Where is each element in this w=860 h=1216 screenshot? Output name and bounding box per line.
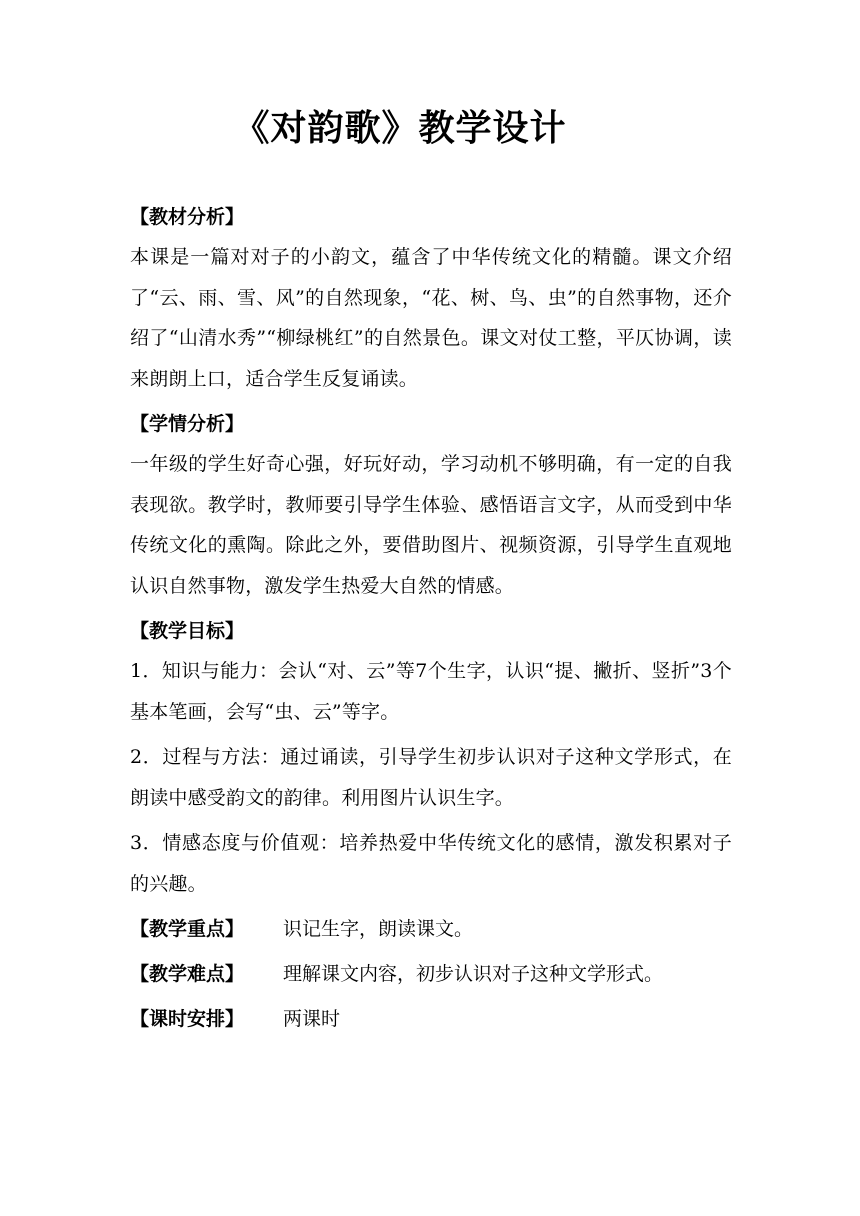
document-title: 《对韵歌》教学设计: [233, 107, 567, 149]
key-points-label: 【教学重点】: [130, 918, 245, 940]
students-paragraph: 一年级的学生好奇心强，好玩好动，学习动机不够明确，有一定的自我表现欲。教学时，教师要引导学生体验、感悟语言文字，从而受到中华传统文化的熏陶。除此之外，要借助图片、视频资源，引导学生直观地认识自然事物，激发学生热爱大自然的情感。: [130, 453, 732, 597]
schedule-value: 两课时: [283, 1008, 341, 1030]
students-heading: 【学情分析】: [130, 413, 245, 435]
document-body: [130, 197, 732, 1044]
goals-heading: 【教学目标】: [130, 620, 245, 642]
key-points-row: [130, 909, 732, 954]
key-points-value: 识记生字，朗读课文。: [283, 918, 474, 940]
difficulties-label: 【教学难点】: [130, 963, 245, 985]
goal-item-3: 3．情感态度与价值观：培养热爱中华传统文化的感情，激发积累对子的兴趣。: [130, 832, 732, 895]
goal-item-2: 2．过程与方法：通过诵读，引导学生初步认识对子这种文学形式，在朗读中感受韵文的韵律。利用图片认识生字。: [130, 746, 732, 809]
materials-heading: 【教材分析】: [130, 206, 245, 228]
materials-paragraph: 本课是一篇对对子的小韵文，蕴含了中华传统文化的精髓。课文介绍了“云、雨、雪、风”的自然现象，“花、树、鸟、虫”的自然事物，还介绍了“山清水秀”“柳绿桃红”的自然景色。课文对仗工整，平仄协调，读来朗朗上口，适合学生反复诵读。: [130, 246, 732, 390]
goal-item-1: 1．知识与能力：会认“对、云”等7个生字，认识“提、撇折、竖折”3个基本笔画，会写“虫、云”等字。: [130, 660, 732, 723]
difficulties-value: 理解课文内容，初步认识对子这种文学形式。: [283, 963, 664, 985]
schedule-row: [130, 999, 732, 1044]
schedule-label: 【课时安排】: [130, 1008, 245, 1030]
difficulties-row: [130, 954, 732, 999]
